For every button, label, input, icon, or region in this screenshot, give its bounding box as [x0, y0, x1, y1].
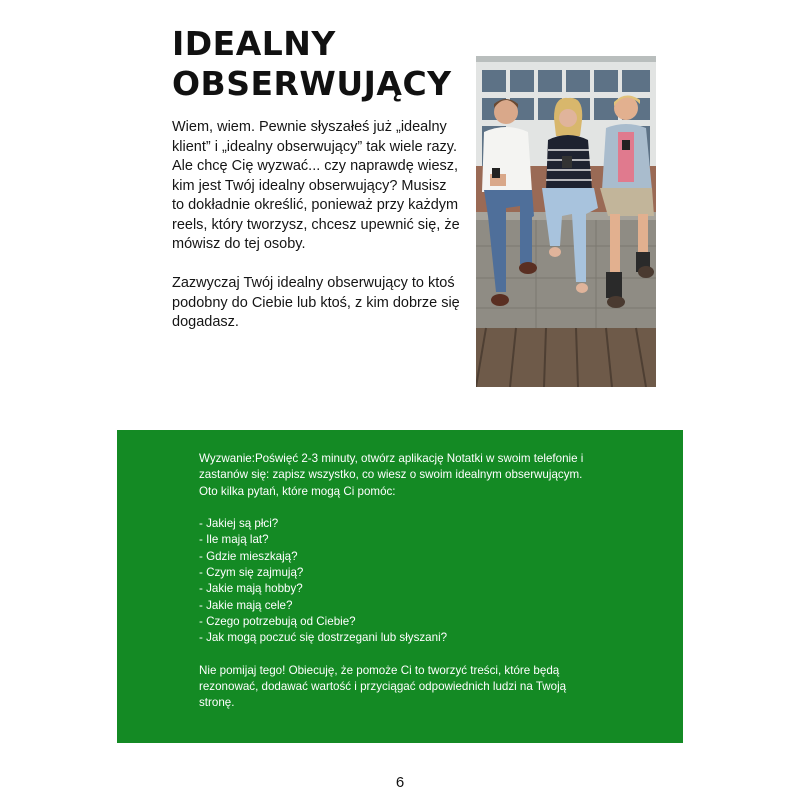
- intro-paragraph-1: Wiem, wiem. Pewnie słyszałeś już „idealny klient” i „idealny obserwujący” tak wiele razy. Ale chcę Cię wyzwać... czy naprawdę wiesz, kim jest Twój idealny obserwujący? Musisz to dokładnie określić, ponieważ przy każdym reels, który tworzysz, chcesz upewnić się, że mówisz do tej osoby.: [172, 119, 460, 252]
- page-title: [172, 24, 472, 104]
- challenge-box: [117, 430, 683, 743]
- challenge-question: - Czym się zajmują?: [199, 566, 304, 580]
- challenge-closing: Nie pomijaj tego! Obiecuję, że pomoże Ci to tworzyć treści, które będą rezonować, dodawać wartość i przyciągać odpowiednich ludzi na Twoją stronę.: [199, 663, 567, 710]
- challenge-question: - Gdzie mieszkają?: [199, 549, 298, 563]
- challenge-question: - Ile mają lat?: [199, 533, 269, 547]
- photo-three-people-on-phones: [476, 56, 656, 387]
- challenge-question-list: [199, 516, 603, 646]
- challenge-question: - Jakie mają hobby?: [199, 582, 303, 596]
- intro-paragraph-2: Zazwyczaj Twój idealny obserwujący to ktoś podobny do Ciebie lub ktoś, z kim dobrze się dogadasz.: [172, 275, 460, 330]
- intro-text: [172, 118, 462, 352]
- challenge-question: - Czego potrzebują od Ciebie?: [199, 614, 356, 628]
- page-number: 6: [395, 774, 405, 791]
- page-title-line-2: OBSERWUJĄCY: [172, 64, 452, 103]
- challenge-intro: Wyzwanie:Poświęć 2-3 minuty, otwórz aplikację Notatki w swoim telefonie i zastanów się: zapisz wszystko, co wiesz o swoim idealnym obserwującym. Oto kilka pytań, które mogą Ci pomóc:: [199, 452, 584, 498]
- page-title-line-1: IDEALNY: [172, 24, 336, 63]
- challenge-question: - Jak mogą poczuć się dostrzegani lub słyszani?: [199, 631, 448, 645]
- challenge-question: - Jakie mają cele?: [199, 598, 293, 612]
- challenge-question: - Jakiej są płci?: [199, 517, 279, 531]
